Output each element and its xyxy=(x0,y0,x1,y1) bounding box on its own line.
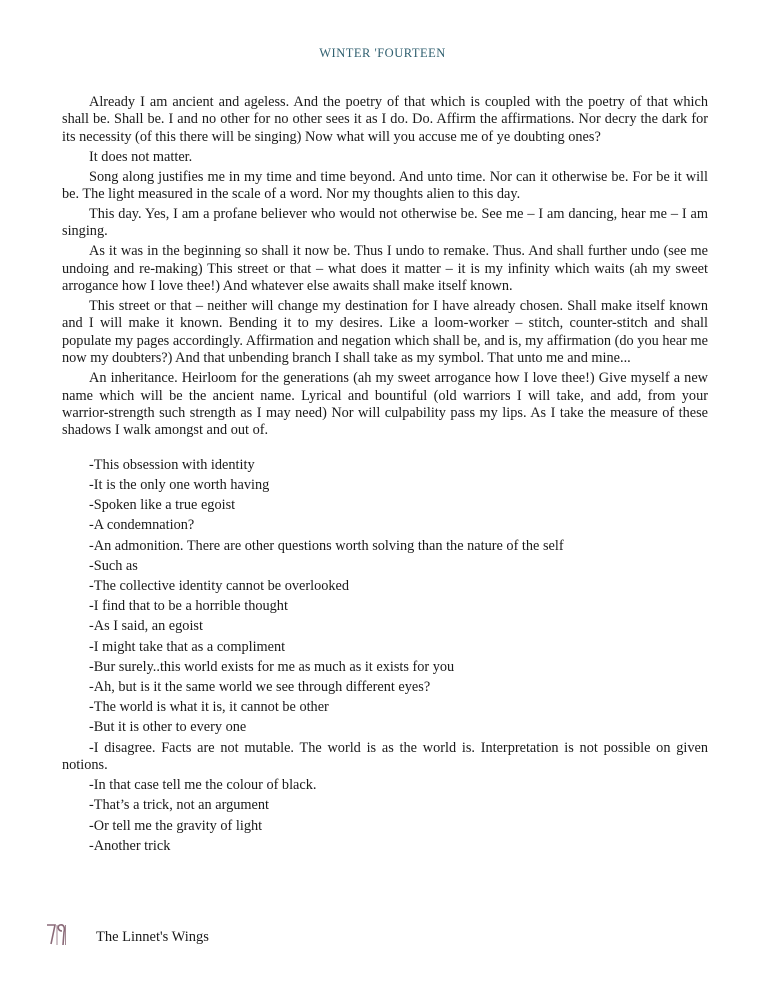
dialogue-line: -This obsession with identity xyxy=(89,456,255,473)
dialogue-line: -Another trick xyxy=(89,837,171,854)
dialogue-line: -I find that to be a horrible thought xyxy=(89,598,288,615)
dialogue-line: -It is the only one worth having xyxy=(89,476,270,493)
page-footer xyxy=(46,920,209,950)
paragraph: Song along justifies me in my time and time beyond. And unto time. Nor can it otherwise be. For be it will be. The light measured in the scale of a word. Nor my thoughts alien to this day. xyxy=(62,168,708,203)
journal-name: The Linnet's Wings xyxy=(96,928,209,945)
dialogue-line: -Such as xyxy=(89,557,138,574)
dialogue-block xyxy=(62,457,708,855)
paragraph: As it was in the beginning so shall it now be. Thus I undo to remake. Thus. And shall further undo (see me undoing and re-making) This street or that – what does it matter – it is my infinity which waits (ah my sweet arrogance how I love thee!) And whatever else awaits shall make itself known. xyxy=(62,243,708,295)
dialogue-line: -An admonition. There are other questions worth solving than the nature of the self xyxy=(89,537,564,554)
dialogue-line: -I might take that as a compliment xyxy=(89,638,286,655)
paragraph: Already I am ancient and ageless. And the poetry of that which is coupled with the poetry of that which shall be. Shall be. I and no other for no other sees it as I do. Do. Affirm the affirmations. Nor decry the dark for its necessity (of this there will be singing) Now what will you accuse me of ye doubting ones? xyxy=(62,94,708,145)
page-number-glyph-icon xyxy=(46,922,68,948)
running-header: WINTER 'FOURTEEN xyxy=(319,46,446,60)
body-text xyxy=(62,94,708,858)
dialogue-line: -I disagree. Facts are not mutable. The world is as the world is. Interpretation is not possible on given notions. xyxy=(62,739,708,773)
page-number xyxy=(46,922,68,948)
dialogue-line: -In that case tell me the colour of black. xyxy=(89,777,317,794)
dialogue-line: -That’s a trick, not an argument xyxy=(89,797,269,814)
dialogue-line: -A condemnation? xyxy=(89,517,195,534)
paragraph: An inheritance. Heirloom for the generations (ah my sweet arrogance how I love thee!) Give myself a new name which will be the ancient name. Lyrical and bountiful (old warriors I will take, and add, from your warrior-strength such strength as I may need) Nor will culpability pass my lips. As I take the measure of these shadows I walk amongst and out of. xyxy=(62,370,708,439)
dialogue-line: -The collective identity cannot be overlooked xyxy=(89,577,350,594)
paragraph: This street or that – neither will change my destination for I have already chosen. Shall make itself known and I will make it known. Bending it to my desires. Like a loom-worker – stitch, counter-stitch and shall populate my pages accordingly. Affirmation and negation which shall be, and is, my affirmation (do you hear me now my doubters?) And that unbending branch I shall take as my symbol. That unto me and mine... xyxy=(62,297,708,367)
paragraph: This day. Yes, I am a profane believer who would not otherwise be. See me – I am dancing, hear me – I am singing. xyxy=(62,205,708,240)
dialogue-line: -But it is other to every one xyxy=(89,719,247,736)
dialogue-line: -Or tell me the gravity of light xyxy=(89,817,263,834)
dialogue-line: -Bur surely..this world exists for me as much as it exists for you xyxy=(89,658,455,675)
dialogue-line: -As I said, an egoist xyxy=(89,618,203,635)
dialogue-line: -Ah, but is it the same world we see through different eyes? xyxy=(89,678,431,695)
dialogue-line: -The world is what it is, it cannot be other xyxy=(89,699,329,716)
dialogue-line: -Spoken like a true egoist xyxy=(89,497,236,514)
paragraph: It does not matter. xyxy=(89,148,193,165)
